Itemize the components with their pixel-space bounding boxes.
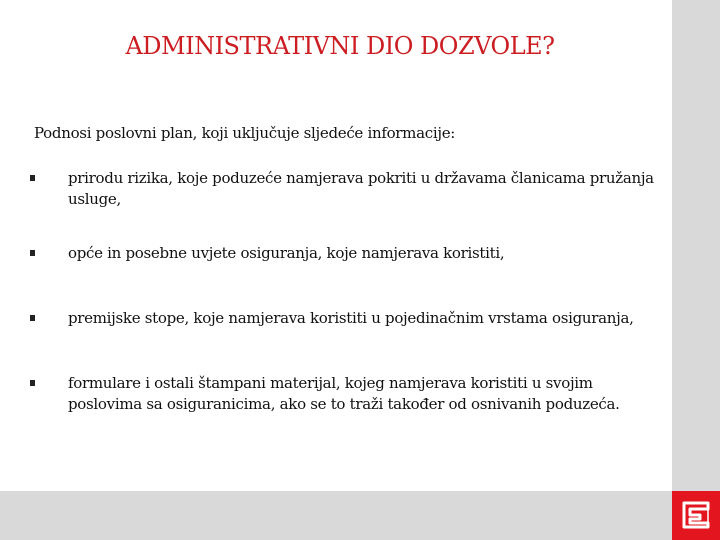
brand-logo [672, 491, 720, 540]
list-item [30, 168, 660, 218]
square-bullet-icon [30, 380, 35, 386]
square-bullet-icon [30, 250, 35, 256]
bullet-list [30, 168, 660, 415]
side-frame-bar [672, 0, 720, 540]
bullet-text: prirodu rizika, koje poduzeće namjerava pokriti u državama članicama pružanja usluge, [68, 169, 654, 208]
intro-text: Podnosi poslovni plan, koji uključuje sljedeće informacije: [34, 124, 456, 142]
square-bullet-icon [30, 175, 35, 181]
bottom-frame-bar [0, 491, 672, 540]
slide-title: ADMINISTRATIVNI DIO DOZVOLE? [125, 32, 555, 60]
list-item [30, 373, 660, 415]
list-item [30, 308, 660, 329]
bullet-text: opće in posebne uvjete osiguranja, koje namjerava koristiti, [68, 244, 505, 262]
bullet-text: premijske stope, koje namjerava koristiti u pojedinačnim vrstama osiguranja, [68, 309, 634, 327]
brand-logo-icon [680, 499, 712, 531]
list-item [30, 243, 660, 264]
square-bullet-icon [30, 315, 35, 321]
bullet-text: formulare i ostali štampani materijal, kojeg namjerava koristiti u svojim poslovima sa osiguranicima, ako se to traži također od osnivanih poduzeća. [68, 374, 620, 413]
